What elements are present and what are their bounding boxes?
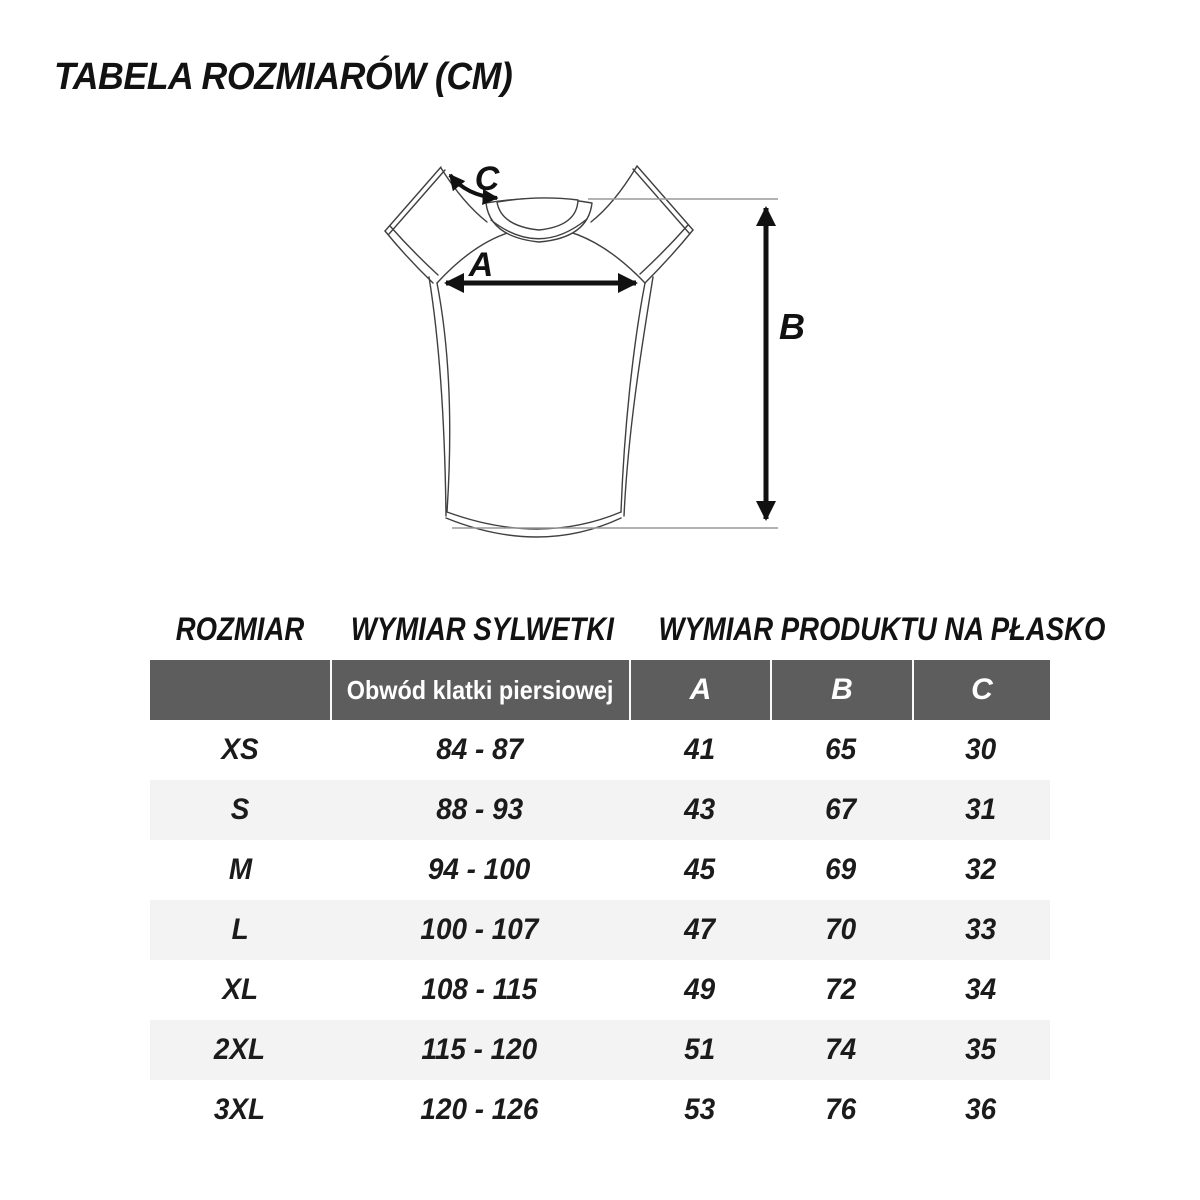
c-cell: 31: [965, 793, 997, 826]
body-side-left: [437, 283, 450, 512]
dimension-label-a: A: [468, 246, 494, 284]
c-cell: 33: [965, 913, 997, 946]
c-cell: 30: [965, 733, 997, 766]
chest-cell: 88 - 93: [436, 793, 523, 826]
body-side-right: [621, 283, 645, 512]
page-title: TABELA ROZMIARÓW (CM): [54, 56, 513, 98]
table-row: [150, 720, 1050, 780]
table-row: [150, 900, 1050, 960]
dimension-label-b: B: [779, 306, 805, 347]
a-cell: 47: [683, 913, 716, 946]
table-row: [150, 960, 1050, 1020]
table-row: [150, 1020, 1050, 1080]
a-cell: 41: [683, 733, 716, 766]
chest-cell: 100 - 107: [420, 913, 539, 946]
chest-cell: 115 - 120: [421, 1033, 538, 1066]
a-cell: 43: [683, 793, 716, 826]
header-cell-chest: [330, 660, 629, 720]
group-header-body-measure: WYMIAR SYLWETKI: [350, 611, 614, 647]
a-cell: 49: [683, 973, 716, 1006]
group-header-product-measure: WYMIAR PRODUKTU NA PŁASKO: [658, 611, 1106, 647]
table-header-row: [150, 660, 1050, 720]
chest-cell: 94 - 100: [428, 853, 531, 886]
a-cell: 53: [683, 1093, 716, 1126]
table-row: [150, 840, 1050, 900]
header-cell-b: B: [770, 660, 912, 720]
chest-cell: 84 - 87: [436, 733, 523, 766]
dimension-label-c: C: [474, 160, 500, 198]
group-header-size: ROZMIAR: [175, 611, 305, 647]
hem: [447, 512, 621, 529]
sleeve-left: [385, 167, 441, 231]
size-cell: S: [230, 793, 250, 826]
a-cell: 45: [683, 853, 716, 886]
b-cell: 74: [825, 1033, 857, 1066]
sleeve-right: [637, 166, 693, 230]
c-cell: 36: [965, 1093, 997, 1126]
b-cell: 67: [825, 793, 857, 826]
header-cell-size: [150, 660, 330, 720]
size-cell: XS: [221, 733, 259, 766]
b-cell: 65: [825, 733, 857, 766]
b-cell: 76: [825, 1093, 857, 1126]
c-cell: 32: [965, 853, 997, 886]
size-table: [150, 660, 1050, 1140]
table-row: [150, 1080, 1050, 1140]
a-cell: 51: [683, 1033, 716, 1066]
c-cell: 34: [965, 973, 997, 1006]
dimension-arrows: [446, 175, 766, 519]
size-cell: 3XL: [214, 1093, 266, 1126]
size-cell: L: [231, 913, 249, 946]
size-cell: 2XL: [214, 1033, 266, 1066]
b-cell: 72: [825, 973, 857, 1006]
size-cell: XL: [222, 973, 258, 1006]
b-cell: 69: [825, 853, 857, 886]
chest-cell: 108 - 115: [421, 973, 538, 1006]
chest-cell: 120 - 126: [420, 1093, 539, 1126]
b-cell: 70: [825, 913, 857, 946]
header-cell-a: A: [629, 660, 770, 720]
header-cell-chest-label: Obwód klatki piersiowej: [347, 674, 614, 705]
tshirt-outline: [385, 166, 693, 537]
extension-lines: [452, 199, 778, 528]
table-row: [150, 780, 1050, 840]
size-cell: M: [228, 853, 252, 886]
c-cell: 35: [965, 1033, 997, 1066]
raglan-seam-right: [591, 166, 637, 222]
header-cell-c: C: [912, 660, 1050, 720]
size-diagram: [280, 140, 840, 580]
